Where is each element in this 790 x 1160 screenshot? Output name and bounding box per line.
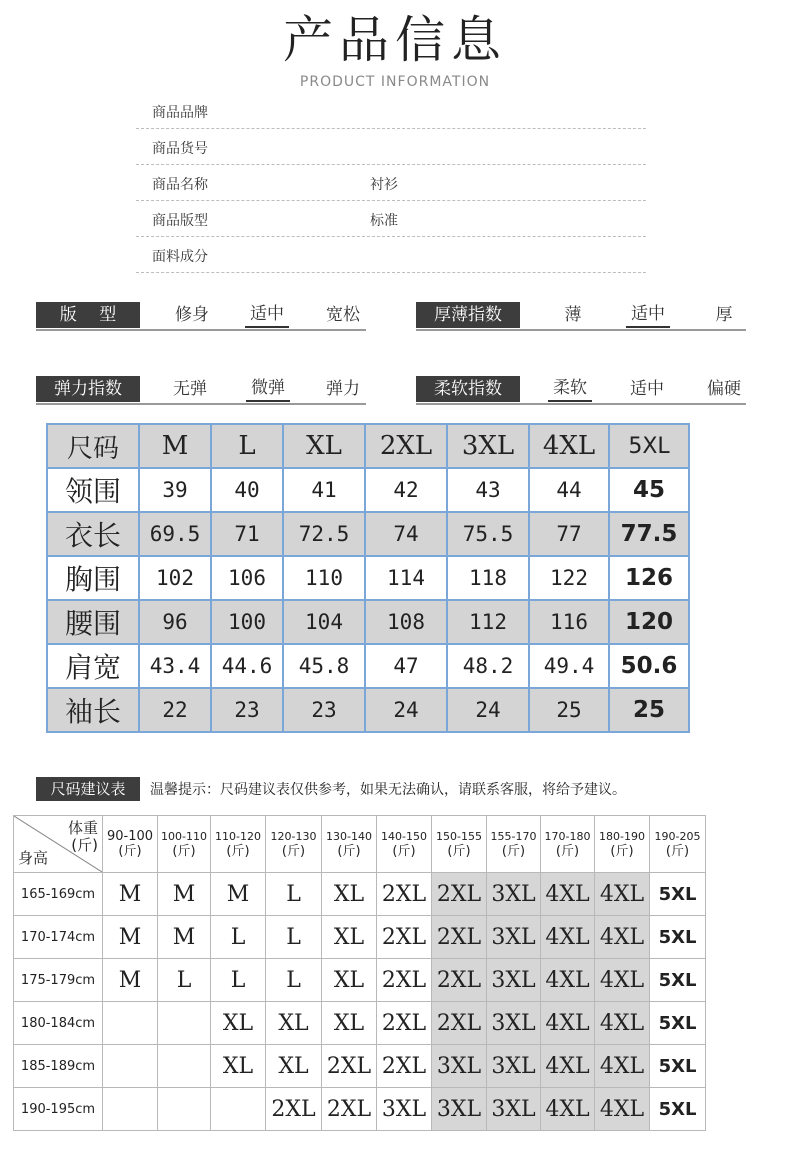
size-cell: 114 — [365, 556, 447, 600]
info-label: 商品货号 — [152, 141, 208, 157]
weight-range: 155-170 — [490, 830, 537, 843]
suggest-size-cell — [103, 1045, 158, 1088]
info-label: 面料成分 — [152, 249, 208, 265]
attr-fit-option: 修身 — [175, 305, 209, 325]
weight-column-header — [103, 816, 158, 873]
size-header-label: 尺码 — [47, 424, 139, 468]
size-cell: 40 — [211, 468, 283, 512]
size-cell: 110 — [283, 556, 365, 600]
suggest-size-cell: L — [266, 916, 322, 959]
size-cell: 23 — [211, 688, 283, 732]
suggest-size-cell: XL — [211, 1002, 266, 1045]
size-column-header: 2XL — [365, 424, 447, 468]
size-row-label: 肩宽 — [47, 644, 139, 688]
attr-elasticity-label: 弹力指数 — [36, 376, 140, 402]
size-cell: 72.5 — [283, 512, 365, 556]
size-cell: 49.4 — [529, 644, 609, 688]
suggest-size-cell: 2XL — [377, 959, 432, 1002]
size-cell: 74 — [365, 512, 447, 556]
suggest-size-cell: XL — [211, 1045, 266, 1088]
size-cell: 47 — [365, 644, 447, 688]
size-header-row — [47, 424, 689, 468]
corner-diagonal — [14, 816, 102, 872]
suggest-row — [14, 1002, 706, 1045]
weight-range: 100-110 — [161, 830, 207, 843]
size-cell: 108 — [365, 600, 447, 644]
size-cell: 50.6 — [609, 644, 689, 688]
size-cell: 104 — [283, 600, 365, 644]
suggest-size-cell: M — [103, 916, 158, 959]
size-cell: 96 — [139, 600, 211, 644]
attr-softness-label: 柔软指数 — [416, 376, 520, 402]
suggest-size-cell: 5XL — [650, 1088, 706, 1131]
size-row-label: 腰围 — [47, 600, 139, 644]
suggest-size-cell: M — [103, 959, 158, 1002]
size-cell: 23 — [283, 688, 365, 732]
suggest-size-cell: 2XL — [322, 1088, 377, 1131]
suggest-size-cell: M — [211, 873, 266, 916]
suggest-size-cell — [211, 1088, 266, 1131]
suggest-size-cell: XL — [322, 916, 377, 959]
suggest-size-cell: 4XL — [541, 873, 595, 916]
suggest-size-cell: 2XL — [322, 1045, 377, 1088]
suggest-size-cell: 3XL — [487, 959, 541, 1002]
corner-weight: 体重 — [67, 819, 98, 837]
size-row — [47, 688, 689, 732]
weight-column-header — [595, 816, 650, 873]
suggest-size-cell: 5XL — [650, 873, 706, 916]
attr-fit-option: 宽松 — [326, 305, 360, 325]
suggest-row — [14, 916, 706, 959]
suggest-size-cell: 4XL — [595, 916, 650, 959]
size-cell: 43.4 — [139, 644, 211, 688]
size-row-label: 衣长 — [47, 512, 139, 556]
suggest-size-cell: 2XL — [377, 916, 432, 959]
size-cell: 77.5 — [609, 512, 689, 556]
size-cell: 41 — [283, 468, 365, 512]
size-cell: 102 — [139, 556, 211, 600]
suggest-size-cell: XL — [322, 873, 377, 916]
suggest-size-cell: 2XL — [432, 1002, 487, 1045]
size-column-header: XL — [283, 424, 365, 468]
size-cell: 24 — [365, 688, 447, 732]
attr-elasticity-option: 微弹 — [246, 376, 290, 402]
size-cell: 75.5 — [447, 512, 529, 556]
suggest-size-cell: L — [211, 959, 266, 1002]
suggest-size-cell: 2XL — [377, 1002, 432, 1045]
weight-unit: (斤) — [118, 844, 142, 859]
size-row-label: 袖长 — [47, 688, 139, 732]
attr-fit-label: 版 型 — [36, 302, 140, 328]
size-cell: 43 — [447, 468, 529, 512]
suggest-size-cell: 4XL — [595, 1088, 650, 1131]
weight-range: 170-180 — [544, 830, 591, 843]
attr-softness-option: 适中 — [630, 379, 664, 399]
attr-divider — [36, 329, 366, 331]
height-range: 185-189cm — [14, 1045, 103, 1088]
size-cell: 118 — [447, 556, 529, 600]
attr-thickness-option: 适中 — [626, 302, 670, 328]
attr-elasticity-option: 无弹 — [173, 379, 207, 399]
size-suggestion-table — [13, 815, 706, 1131]
size-cell: 44 — [529, 468, 609, 512]
height-range: 170-174cm — [14, 916, 103, 959]
weight-range: 150-155 — [436, 830, 482, 843]
weight-unit: (斤) — [337, 844, 361, 859]
weight-column-header — [266, 816, 322, 873]
attr-softness-option: 偏硬 — [707, 379, 741, 399]
size-row — [47, 468, 689, 512]
suggest-size-cell — [103, 1088, 158, 1131]
suggest-size-cell: XL — [322, 959, 377, 1002]
suggest-size-cell: 4XL — [541, 1045, 595, 1088]
suggest-row — [14, 959, 706, 1002]
page-title: 产品信息 — [283, 11, 507, 69]
suggest-size-cell: M — [158, 916, 211, 959]
suggest-row — [14, 1088, 706, 1131]
suggest-size-cell: 3XL — [487, 1088, 541, 1131]
suggest-size-cell: XL — [266, 1002, 322, 1045]
weight-column-header — [487, 816, 541, 873]
suggest-size-cell: 2XL — [377, 873, 432, 916]
size-cell: 100 — [211, 600, 283, 644]
suggest-size-cell: 5XL — [650, 916, 706, 959]
weight-column-header — [541, 816, 595, 873]
weight-unit: (斤) — [281, 844, 306, 859]
height-range: 180-184cm — [14, 1002, 103, 1045]
size-cell: 112 — [447, 600, 529, 644]
size-column-header: 5XL — [609, 424, 689, 468]
corner-unit: (斤) — [71, 836, 98, 854]
weight-unit: (斤) — [172, 844, 196, 859]
info-label: 商品品牌 — [152, 105, 208, 121]
size-suggestion-tip: 温馨提示：尺码建议表仅供参考，如果无法确认，请联系客服，将给予建议。 — [150, 782, 626, 798]
suggest-size-cell: 2XL — [432, 959, 487, 1002]
weight-range: 120-130 — [270, 830, 317, 843]
suggest-size-cell: L — [211, 916, 266, 959]
size-row — [47, 600, 689, 644]
size-row-label: 胸围 — [47, 556, 139, 600]
weight-unit: (斤) — [555, 844, 580, 859]
size-cell: 116 — [529, 600, 609, 644]
page-subtitle: PRODUCT INFORMATION — [299, 74, 491, 90]
suggest-size-cell: 3XL — [487, 1045, 541, 1088]
suggest-size-cell: 3XL — [432, 1045, 487, 1088]
attr-thickness-option: 厚 — [715, 305, 733, 325]
size-cell: 45 — [609, 468, 689, 512]
size-suggestion-heading: 尺码建议表 — [36, 777, 140, 801]
info-value: 衬衫 — [370, 177, 398, 193]
suggest-size-cell: 4XL — [595, 1002, 650, 1045]
suggest-size-cell: 3XL — [487, 1002, 541, 1045]
suggest-corner-cell — [14, 816, 103, 873]
size-chart-table — [46, 423, 690, 733]
info-row — [136, 200, 646, 237]
suggest-size-cell: 4XL — [541, 959, 595, 1002]
info-label: 商品名称 — [152, 177, 208, 193]
suggest-size-cell: 4XL — [595, 1045, 650, 1088]
height-range: 190-195cm — [14, 1088, 103, 1131]
suggest-size-cell: 2XL — [266, 1088, 322, 1131]
suggest-size-cell: XL — [322, 1002, 377, 1045]
attr-divider — [416, 329, 746, 331]
weight-range: 110-120 — [215, 830, 261, 843]
weight-unit: (斤) — [501, 844, 526, 859]
suggest-size-cell — [158, 1045, 211, 1088]
suggest-size-cell: L — [158, 959, 211, 1002]
size-cell: 24 — [447, 688, 529, 732]
suggest-size-cell — [158, 1002, 211, 1045]
suggest-size-cell: L — [266, 873, 322, 916]
size-cell: 106 — [211, 556, 283, 600]
weight-column-header — [650, 816, 706, 873]
suggest-size-cell: 5XL — [650, 959, 706, 1002]
suggest-size-cell: 5XL — [650, 1002, 706, 1045]
corner-height-label: 身高 — [18, 849, 49, 867]
size-cell: 77 — [529, 512, 609, 556]
weight-unit: (斤) — [392, 844, 416, 859]
size-cell: 120 — [609, 600, 689, 644]
suggest-size-cell: 2XL — [377, 1045, 432, 1088]
size-cell: 126 — [609, 556, 689, 600]
weight-column-header — [377, 816, 432, 873]
suggest-size-cell: M — [158, 873, 211, 916]
size-row — [47, 556, 689, 600]
attr-divider — [36, 403, 366, 405]
suggest-size-cell: 4XL — [541, 1002, 595, 1045]
attr-fit-option: 适中 — [245, 302, 289, 328]
weight-column-header — [432, 816, 487, 873]
size-cell: 22 — [139, 688, 211, 732]
suggest-size-cell: 5XL — [650, 1045, 706, 1088]
weight-column-header — [158, 816, 211, 873]
weight-range: 180-190 — [599, 830, 645, 843]
height-range: 175-179cm — [14, 959, 103, 1002]
weight-range: 130-140 — [326, 830, 372, 843]
suggest-size-cell: 3XL — [432, 1088, 487, 1131]
weight-unit: (斤) — [665, 844, 690, 859]
weight-column-header — [211, 816, 266, 873]
attr-thickness-option: 薄 — [564, 305, 582, 325]
info-row — [136, 128, 646, 165]
corner-weight-label — [68, 820, 98, 854]
size-row — [47, 644, 689, 688]
size-cell: 42 — [365, 468, 447, 512]
info-row — [136, 92, 646, 129]
weight-range: 190-205 — [654, 830, 701, 843]
size-cell: 48.2 — [447, 644, 529, 688]
suggest-size-cell: 4XL — [595, 959, 650, 1002]
weight-range: 140-150 — [381, 830, 427, 843]
attr-thickness-label: 厚薄指数 — [416, 302, 520, 328]
info-row — [136, 236, 646, 273]
suggest-size-cell: 4XL — [541, 1088, 595, 1131]
suggest-size-cell: 2XL — [432, 873, 487, 916]
suggest-size-cell — [158, 1088, 211, 1131]
info-row — [136, 164, 646, 201]
weight-unit: (斤) — [447, 844, 471, 859]
suggest-header-row — [14, 816, 706, 873]
size-column-header: 3XL — [447, 424, 529, 468]
size-cell: 39 — [139, 468, 211, 512]
suggest-size-cell: M — [103, 873, 158, 916]
suggest-size-cell: L — [266, 959, 322, 1002]
weight-unit: (斤) — [226, 844, 250, 859]
size-cell: 122 — [529, 556, 609, 600]
attr-divider — [416, 403, 746, 405]
suggest-size-cell: 4XL — [541, 916, 595, 959]
size-cell: 69.5 — [139, 512, 211, 556]
suggest-size-cell: 3XL — [487, 873, 541, 916]
weight-range: 90-100 — [106, 829, 154, 844]
height-range: 165-169cm — [14, 873, 103, 916]
suggest-size-cell: XL — [266, 1045, 322, 1088]
size-cell: 25 — [529, 688, 609, 732]
size-cell: 25 — [609, 688, 689, 732]
size-column-header: L — [211, 424, 283, 468]
size-cell: 44.6 — [211, 644, 283, 688]
size-row — [47, 512, 689, 556]
suggest-size-cell: 3XL — [377, 1088, 432, 1131]
attr-softness-option: 柔软 — [548, 376, 592, 402]
suggest-size-cell: 4XL — [595, 873, 650, 916]
suggest-size-cell — [103, 1002, 158, 1045]
size-cell: 45.8 — [283, 644, 365, 688]
size-row-label: 领围 — [47, 468, 139, 512]
attr-elasticity-option: 弹力 — [326, 379, 360, 399]
size-column-header: M — [139, 424, 211, 468]
suggest-size-cell: 2XL — [432, 916, 487, 959]
size-cell: 71 — [211, 512, 283, 556]
suggest-size-cell: 3XL — [487, 916, 541, 959]
suggest-row — [14, 873, 706, 916]
weight-column-header — [322, 816, 377, 873]
suggest-row — [14, 1045, 706, 1088]
info-label: 商品版型 — [152, 213, 208, 229]
info-value: 标准 — [370, 213, 398, 229]
size-column-header: 4XL — [529, 424, 609, 468]
weight-unit: (斤) — [610, 844, 634, 859]
